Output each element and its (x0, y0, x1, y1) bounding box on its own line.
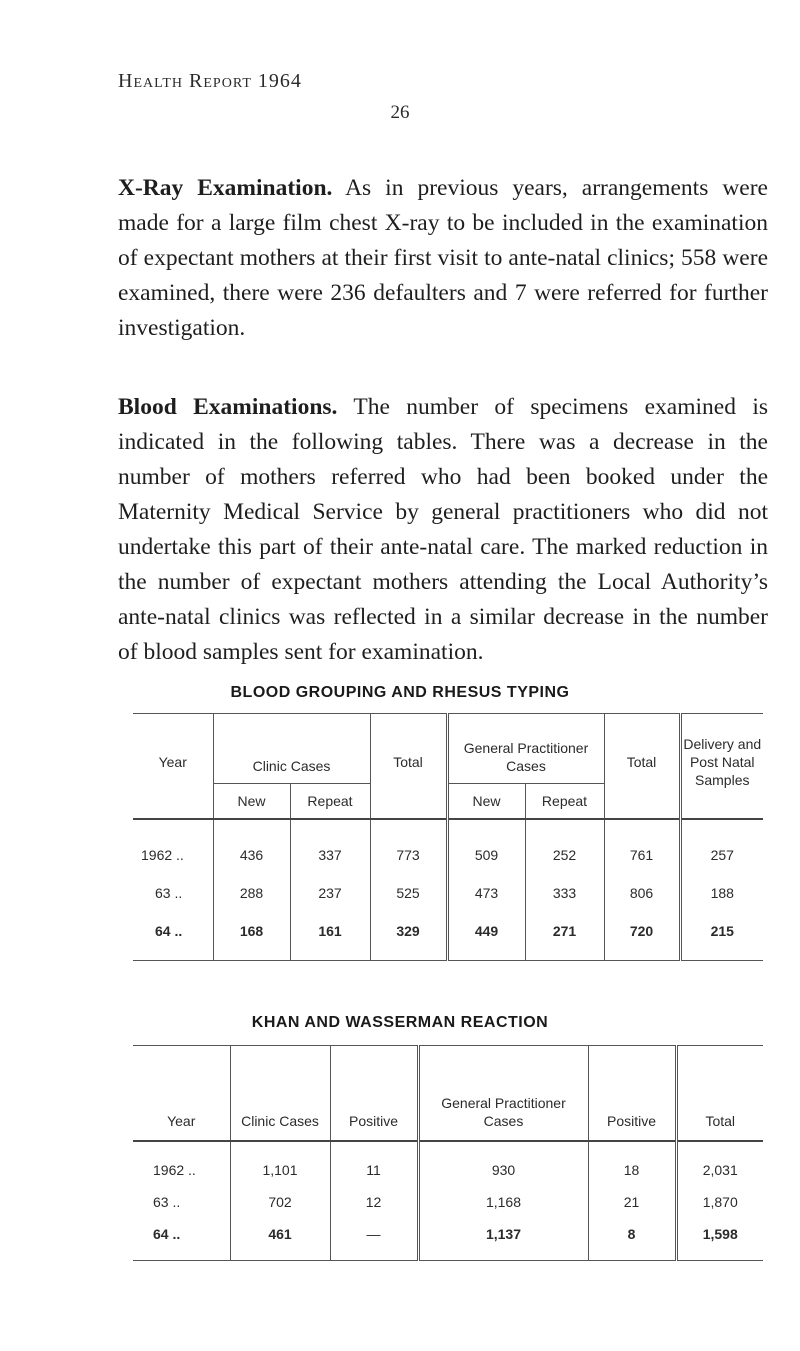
table-row (133, 1141, 763, 1186)
header-gp-cases: General Practitioner Cases (447, 714, 604, 784)
cell-positive: — (330, 1218, 418, 1261)
header-year: Year (133, 1046, 230, 1142)
table-title-khan-wasserman: KHAN AND WASSERMAN REACTION (251, 1014, 549, 1031)
paragraph-text: The number of specimens examined is indicated in the following tables. There was a decrease in the number of mothers referred who had been booked under the Maternity Medical Service by general practitioners who did not undertake this part of their ante-natal care. The marked reduction in the number of expectant mothers attending the Local Authority’s ante-natal clinics was reflected in a similar decrease in the number of blood samples sent for examination. (118, 394, 768, 665)
header-clinic-cases: Clinic Cases (230, 1046, 330, 1142)
cell-clinic-new: 168 (213, 912, 290, 961)
cell-clinic: 461 (230, 1218, 330, 1261)
cell-total: 329 (370, 912, 447, 961)
cell-total-2: 761 (604, 819, 680, 874)
header-year: Year (133, 714, 213, 820)
blood-grouping-table (133, 713, 763, 961)
cell-positive-2: 18 (588, 1141, 676, 1186)
cell-delivery: 215 (680, 912, 763, 961)
header-total-2: Total (604, 714, 680, 820)
cell-total: 773 (370, 819, 447, 874)
cell-year: 1962 .. (141, 847, 184, 863)
khan-wasserman-table (133, 1045, 763, 1261)
cell-year: 63 .. (153, 1194, 181, 1210)
header-clinic-cases: Clinic Cases (213, 714, 370, 784)
cell-total-2: 720 (604, 912, 680, 961)
header-repeat-2: Repeat (525, 784, 604, 820)
cell-clinic-repeat: 161 (290, 912, 370, 961)
header-repeat: Repeat (290, 784, 370, 820)
paragraph-heading: Blood Examinations. (118, 394, 338, 420)
cell-gp-new: 509 (447, 819, 525, 874)
cell-clinic-repeat: 337 (290, 819, 370, 874)
cell-clinic-new: 288 (213, 874, 290, 912)
cell-total: 525 (370, 874, 447, 912)
cell-gp-new: 449 (447, 912, 525, 961)
header-delivery-samples: Delivery and Post Natal Samples (680, 714, 763, 820)
header-new: New (213, 784, 290, 820)
header-positive-2: Positive (588, 1046, 676, 1142)
header-new-2: New (447, 784, 525, 820)
header-gp-cases: General Practitioner Cases (418, 1046, 588, 1142)
cell-total: 1,598 (676, 1218, 763, 1261)
table-row (133, 819, 763, 874)
cell-gp: 1,137 (418, 1218, 588, 1261)
cell-year: 64 .. (155, 923, 183, 939)
cell-clinic-new: 436 (213, 819, 290, 874)
table-row (133, 1218, 763, 1261)
cell-clinic-repeat: 237 (290, 874, 370, 912)
cell-delivery: 257 (680, 819, 763, 874)
cell-year: 1962 .. (153, 1162, 196, 1178)
cell-total: 2,031 (676, 1141, 763, 1186)
paragraph-text: As in previous years, arrangements were made for a large film chest X-ray to be included in the examination of expectant mothers at their first visit to ante-natal clinics; 558 were examined, there were 236 defaulters and 7 were referred for further investigation. (118, 175, 768, 341)
cell-gp: 1,168 (418, 1186, 588, 1218)
paragraph-heading: X-Ray Examination. (118, 175, 333, 201)
cell-clinic: 1,101 (230, 1141, 330, 1186)
cell-clinic: 702 (230, 1186, 330, 1218)
cell-gp-repeat: 271 (525, 912, 604, 961)
cell-gp-repeat: 333 (525, 874, 604, 912)
page-number: 26 (390, 102, 410, 123)
cell-gp-repeat: 252 (525, 819, 604, 874)
header-positive: Positive (330, 1046, 418, 1142)
table-row (133, 912, 763, 961)
table-title-blood-grouping: BLOOD GROUPING AND RHESUS TYPING (230, 684, 570, 701)
running-head: Health Report 1964 (118, 70, 302, 92)
cell-gp: 930 (418, 1141, 588, 1186)
cell-delivery: 188 (680, 874, 763, 912)
cell-year: 63 .. (155, 885, 183, 901)
table-row (133, 874, 763, 912)
cell-total: 1,870 (676, 1186, 763, 1218)
header-total: Total (676, 1046, 763, 1142)
cell-positive-2: 21 (588, 1186, 676, 1218)
cell-year: 64 .. (153, 1226, 181, 1242)
cell-positive-2: 8 (588, 1218, 676, 1261)
paragraph-blood (118, 390, 768, 670)
cell-positive: 11 (330, 1141, 418, 1186)
table-row (133, 1186, 763, 1218)
header-total: Total (370, 714, 447, 820)
cell-gp-new: 473 (447, 874, 525, 912)
paragraph-xray (118, 171, 768, 346)
cell-positive: 12 (330, 1186, 418, 1218)
cell-total-2: 806 (604, 874, 680, 912)
